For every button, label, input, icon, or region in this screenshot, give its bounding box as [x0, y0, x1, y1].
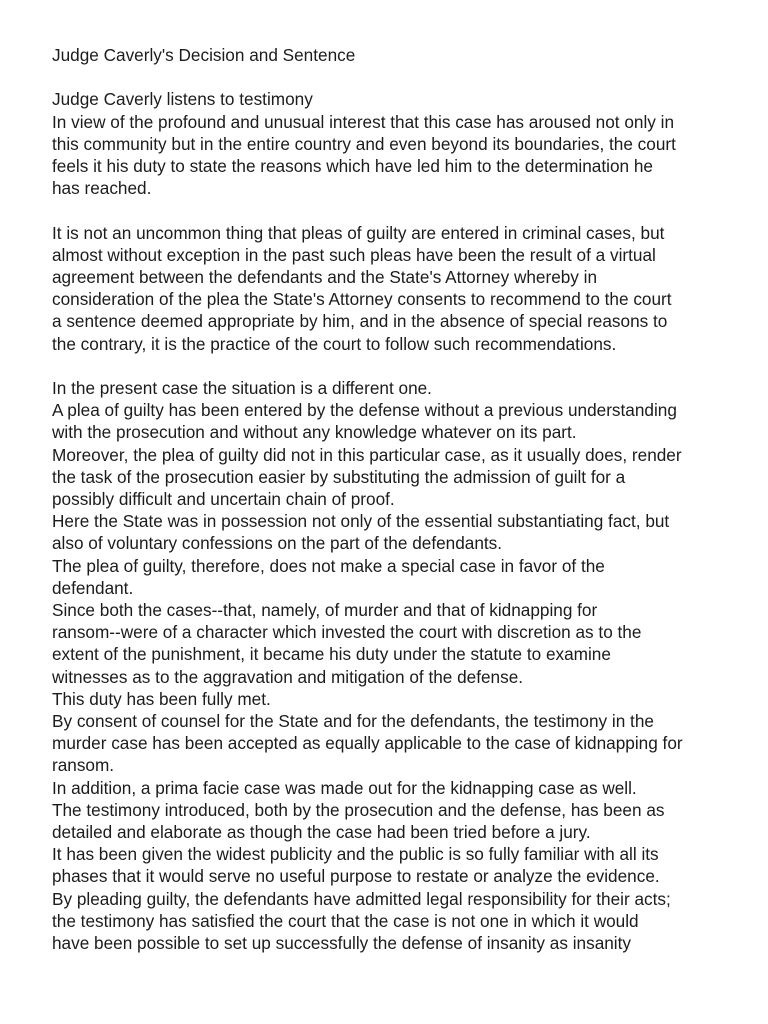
text-line: the task of the prosecution easier by substituting the admission of guilt for a: [52, 466, 626, 487]
text-line: In the present case the situation is a different one.: [52, 378, 432, 398]
text-line: ransom--were of a character which invested the court with discretion as to the: [52, 622, 642, 643]
text-line: agreement between the defendants and the State's Attorney whereby in: [52, 267, 598, 287]
text-line: possibly difficult and uncertain chain of proof.: [52, 489, 395, 510]
text-line: consideration of the plea the State's Attorney consents to recommend to the court: [52, 289, 672, 310]
text-line: has reached.: [52, 178, 152, 199]
document-page: [52, 44, 732, 954]
text-line: Here the State was in possession not only of the essential substantiating fact, but: [52, 511, 670, 532]
text-line: By pleading guilty, the defendants have admitted legal responsibility for their acts;: [52, 888, 671, 909]
document-title: Judge Caverly's Decision and Sentence: [52, 45, 356, 65]
text-line: with the prosecution and without any knowledge whatever on its part.: [52, 422, 577, 443]
text-line: feels it his duty to state the reasons which have led him to the determination he: [52, 156, 653, 176]
text-line: ransom.: [52, 755, 115, 776]
text-line: have been possible to set up successfully the defense of insanity as insanity: [52, 933, 631, 954]
paragraph-1: [52, 88, 732, 199]
text-line: the testimony has satisfied the court that the case is not one in which it would: [52, 910, 639, 931]
text-line: Judge Caverly listens to testimony: [52, 89, 313, 110]
text-line: It is not an uncommon thing that pleas of guilty are entered in criminal cases, but: [52, 222, 665, 243]
paragraph-3: [52, 377, 732, 954]
text-line: murder case has been accepted as equally applicable to the case of kidnapping for: [52, 733, 683, 754]
paragraph-spacer: [52, 355, 732, 377]
text-line: The testimony introduced, both by the prosecution and the defense, has been as: [52, 799, 665, 820]
text-line: The plea of guilty, therefore, does not make a special case in favor of the: [52, 555, 605, 576]
paragraph-spacer: [52, 199, 732, 221]
text-line: detailed and elaborate as though the case had been tried before a jury.: [52, 822, 591, 843]
text-line: Since both the cases--that, namely, of murder and that of kidnapping for: [52, 600, 598, 621]
text-line: In view of the profound and unusual interest that this case has aroused not only in: [52, 111, 675, 132]
text-line: this community but in the entire country and even beyond its boundaries, the court: [52, 133, 676, 154]
text-line: By consent of counsel for the State and for the defendants, the testimony in the: [52, 711, 654, 732]
text-line: In addition, a prima facie case was made out for the kidnapping case as well.: [52, 777, 637, 798]
text-line: This duty has been fully met.: [52, 688, 271, 709]
text-line: extent of the punishment, it became his duty under the statute to examine: [52, 644, 611, 665]
text-line: It has been given the widest publicity and the public is so fully familiar with all its: [52, 844, 659, 865]
text-line: phases that it would serve no useful purpose to restate or analyze the evidence.: [52, 866, 660, 887]
text-line: witnesses as to the aggravation and mitigation of the defense.: [52, 666, 524, 687]
text-line: defendant.: [52, 577, 134, 598]
paragraph-2: [52, 222, 732, 355]
text-line: almost without exception in the past such pleas have been the result of a virtual: [52, 244, 656, 265]
text-line: also of voluntary confessions on the part of the defendants.: [52, 533, 503, 554]
text-line: A plea of guilty has been entered by the defense without a previous understanding: [52, 400, 677, 421]
spacer: [52, 66, 732, 88]
text-line: a sentence deemed appropriate by him, and in the absence of special reasons to: [52, 311, 668, 332]
document-body: [52, 88, 732, 954]
text-line: the contrary, it is the practice of the court to follow such recommendations.: [52, 333, 617, 354]
text-line: Moreover, the plea of guilty did not in this particular case, as it usually does, render: [52, 444, 682, 465]
